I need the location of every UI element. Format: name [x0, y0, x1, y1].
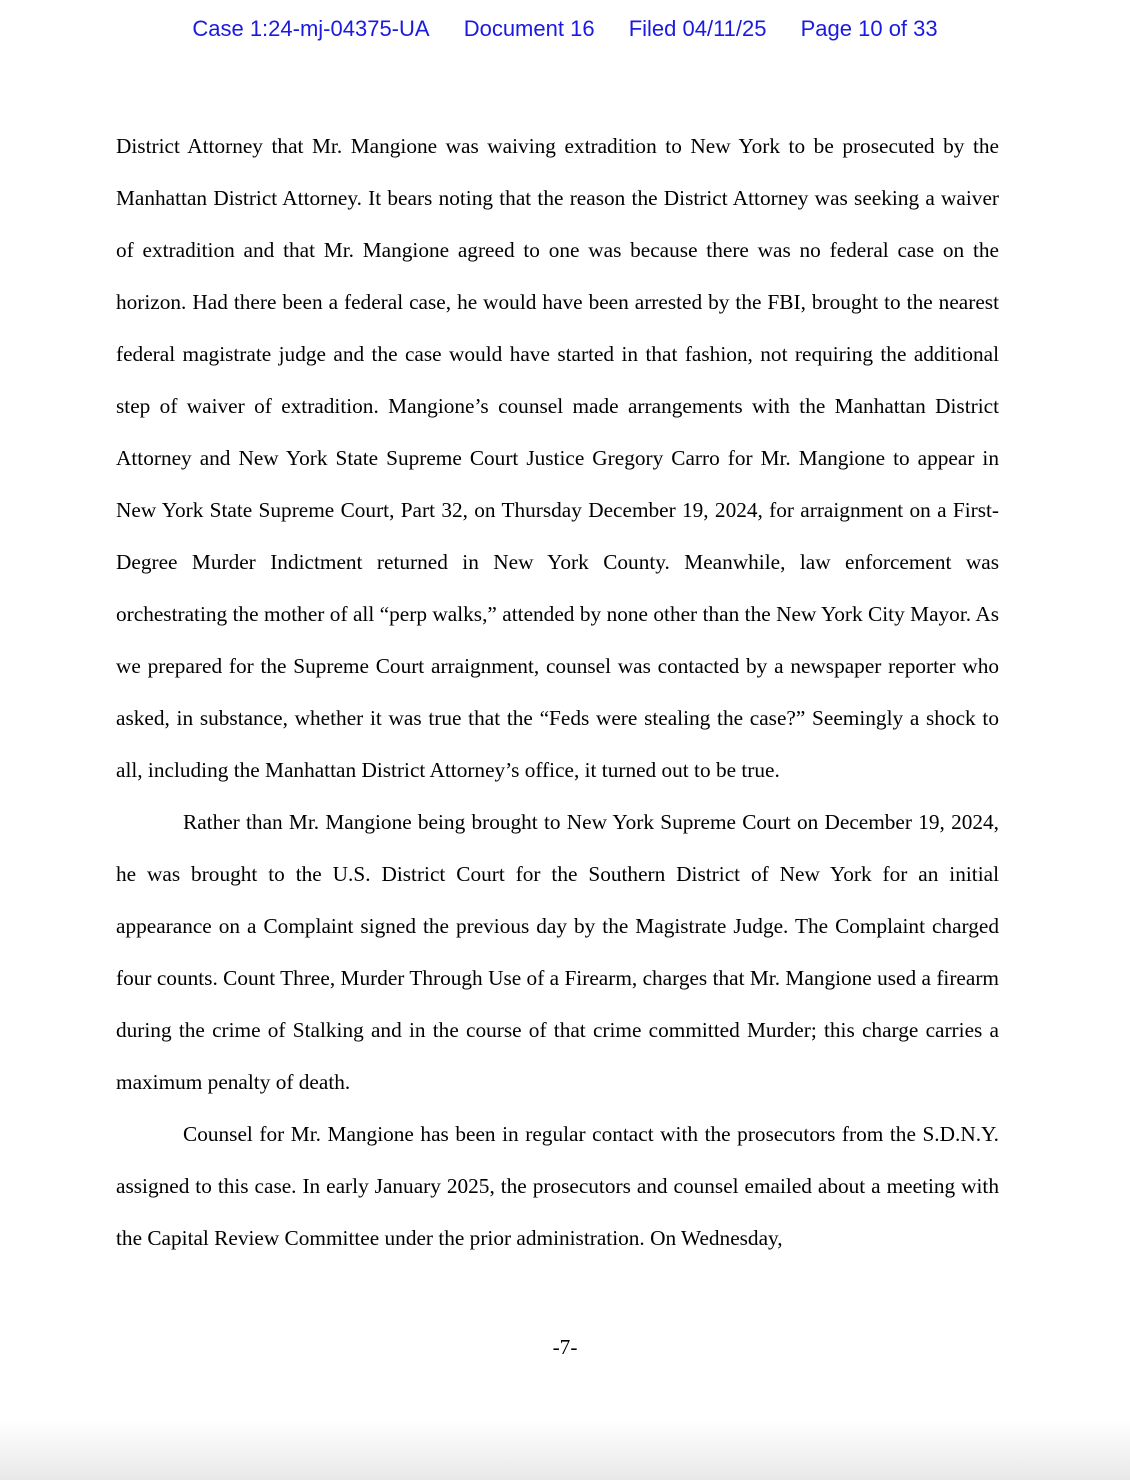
- page-indicator: Page 10 of 33: [800, 16, 938, 41]
- paragraph-1: District Attorney that Mr. Mangione was waiving extradition to New York to be prosecuted by the Manhattan District Attorney. It bears noting that the reason the District Attorney was seeking a waiver of extradition and that Mr. Mangione agreed to one was because there was no federal case on the horizon. Had there been a federal case, he would have been arrested by the FBI, brought to the nearest federal magistrate judge and the case would have started in that fashion, not requiring the additional step of waiver of extradition. Mangione’s counsel made arrangements with the Manhattan District Attorney and New York State Supreme Court Justice Gregory Carro for Mr. Mangione to appear in New York State Supreme Court, Part 32, on Thursday December 19, 2024, for arraignment on a First-Degree Murder Indictment returned in New York County. Meanwhile, law enforcement was orchestrating the mother of all “perp walks,” attended by none other than the New York City Mayor. As we prepared for the Supreme Court arraignment, counsel was contacted by a newspaper reporter who asked, in substance, whether it was true that the “Feds were stealing the case?” Seemingly a shock to all, including the Manhattan District Attorney’s office, it turned out to be true.: [116, 134, 999, 782]
- case-number: Case 1:24-mj-04375-UA: [192, 16, 430, 41]
- paragraph-3: Counsel for Mr. Mangione has been in regular contact with the prosecutors from the S.D.N.Y. assigned to this case. In early January 2025, the prosecutors and counsel emailed about a meeting with the Capital Review Committee under the prior administration. On Wednesday,: [116, 1122, 999, 1250]
- document-body: [116, 120, 999, 1264]
- viewer-bottom-shade: [0, 1420, 1130, 1480]
- filing-header: [0, 16, 1130, 42]
- paragraph-2: Rather than Mr. Mangione being brought to New York Supreme Court on December 19, 2024, he was brought to the U.S. District Court for the Southern District of New York for an initial appearance on a Complaint signed the previous day by the Magistrate Judge. The Complaint charged four counts. Count Three, Murder Through Use of a Firearm, charges that Mr. Mangione used a firearm during the crime of Stalking and in the course of that crime committed Murder; this charge carries a maximum penalty of death.: [116, 810, 999, 1094]
- document-number: Document 16: [463, 16, 595, 41]
- page-number: -7-: [552, 1335, 578, 1359]
- filed-date: Filed 04/11/25: [628, 16, 767, 41]
